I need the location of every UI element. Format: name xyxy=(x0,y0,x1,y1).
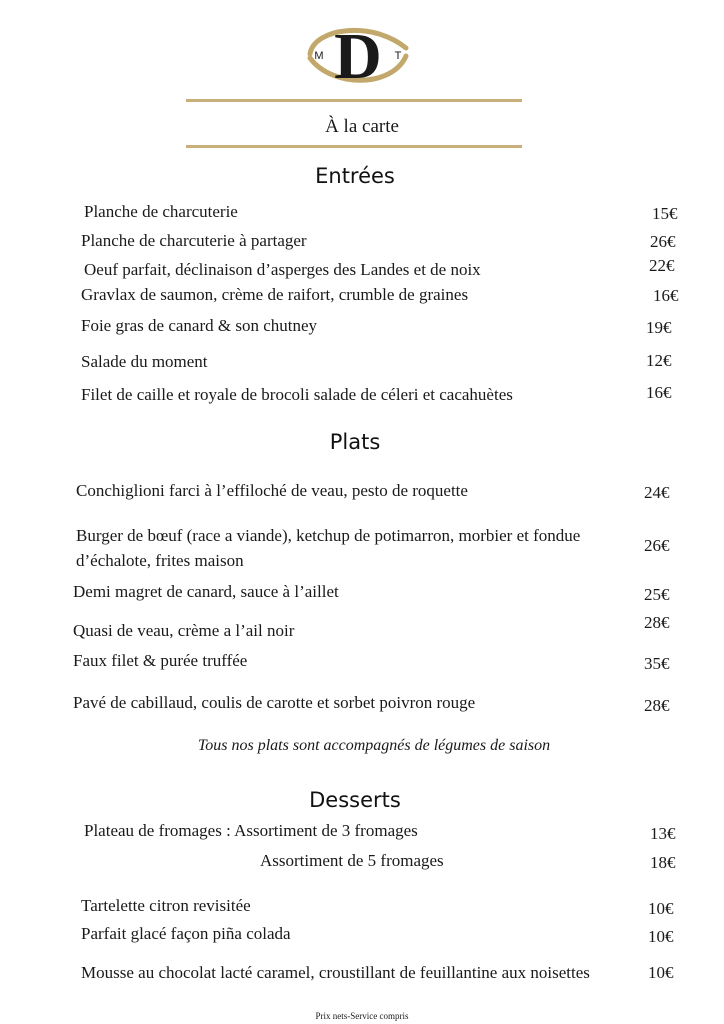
menu-item-price: 26€ xyxy=(650,232,676,251)
menu-item-name: Salade du moment xyxy=(81,352,208,371)
logo-letter-left: M xyxy=(314,50,324,62)
section-title-plats: Plats xyxy=(329,430,381,454)
menu-item-price: 10€ xyxy=(648,963,674,982)
menu-item-price: 18€ xyxy=(650,853,676,872)
menu-item-price: 25€ xyxy=(644,585,670,604)
menu-item-name: Faux filet & purée truffée xyxy=(73,651,248,670)
menu-item-name: Tartelette citron revisitée xyxy=(81,896,251,915)
menu-item-price: 22€ xyxy=(649,256,675,275)
plats-note: Tous nos plats sont accompagnés de légumes de saison xyxy=(197,737,551,754)
menu-item-name: Oeuf parfait, déclinaison d’asperges des Landes et de noix xyxy=(84,260,481,279)
section-title-desserts: Desserts xyxy=(309,788,401,812)
menu-item-name: Assortiment de 5 fromages xyxy=(260,851,444,870)
menu-item-name: Quasi de veau, crème a l’ail noir xyxy=(73,621,295,640)
menu-item-name: Demi magret de canard, sauce à l’aillet xyxy=(73,582,339,601)
restaurant-logo xyxy=(302,18,414,88)
menu-item-name: Mousse au chocolat lacté caramel, croustillant de feuillantine aux noisettes xyxy=(81,963,590,982)
menu-item-price: 28€ xyxy=(644,613,670,632)
menu-item-name: Gravlax de saumon, crème de raifort, crumble de graines xyxy=(81,285,469,304)
menu-item-name: Pavé de cabillaud, coulis de carotte et sorbet poivron rouge xyxy=(73,693,476,712)
menu-item-name: Filet de caille et royale de brocoli salade de céleri et cacahuètes xyxy=(81,385,513,404)
menu-item-name: Foie gras de canard & son chutney xyxy=(81,316,318,335)
section-title-entrees: Entrées xyxy=(315,164,395,188)
menu-item-price: 15€ xyxy=(652,204,678,223)
menu-item-price: 10€ xyxy=(648,927,674,946)
menu-item-name: Plateau de fromages : Assortiment de 3 fromages xyxy=(84,821,418,840)
menu-item-price: 26€ xyxy=(644,536,670,555)
menu-item-price: 12€ xyxy=(646,351,672,370)
menu-item-name: Planche de charcuterie xyxy=(84,202,238,221)
header-rule-bottom xyxy=(186,145,522,148)
logo-monogram: D xyxy=(334,20,382,88)
footer-note: Prix nets-Service compris xyxy=(315,1011,409,1021)
menu-item-price: 16€ xyxy=(653,286,679,305)
header-rule-top xyxy=(186,99,522,102)
menu-item-name: Conchiglioni farci à l’effiloché de veau, pesto de roquette xyxy=(76,481,468,500)
menu-item-name: Burger de bœuf (race a viande), ketchup de potimarron, morbier et fondue d’échalote, frites maison xyxy=(76,526,581,570)
menu-item-price: 10€ xyxy=(648,899,674,918)
menu-item-name: Parfait glacé façon piña colada xyxy=(81,924,291,943)
menu-item-price: 13€ xyxy=(650,824,676,843)
logo-letter-right: T xyxy=(394,50,402,62)
menu-subtitle: À la carte xyxy=(325,116,399,137)
menu-item-price: 24€ xyxy=(644,483,670,502)
menu-item-name: Planche de charcuterie à partager xyxy=(81,231,307,250)
menu-item-price: 28€ xyxy=(644,696,670,715)
menu-item-price: 16€ xyxy=(646,383,672,402)
menu-item-price: 35€ xyxy=(644,654,670,673)
menu-item-price: 19€ xyxy=(646,318,672,337)
